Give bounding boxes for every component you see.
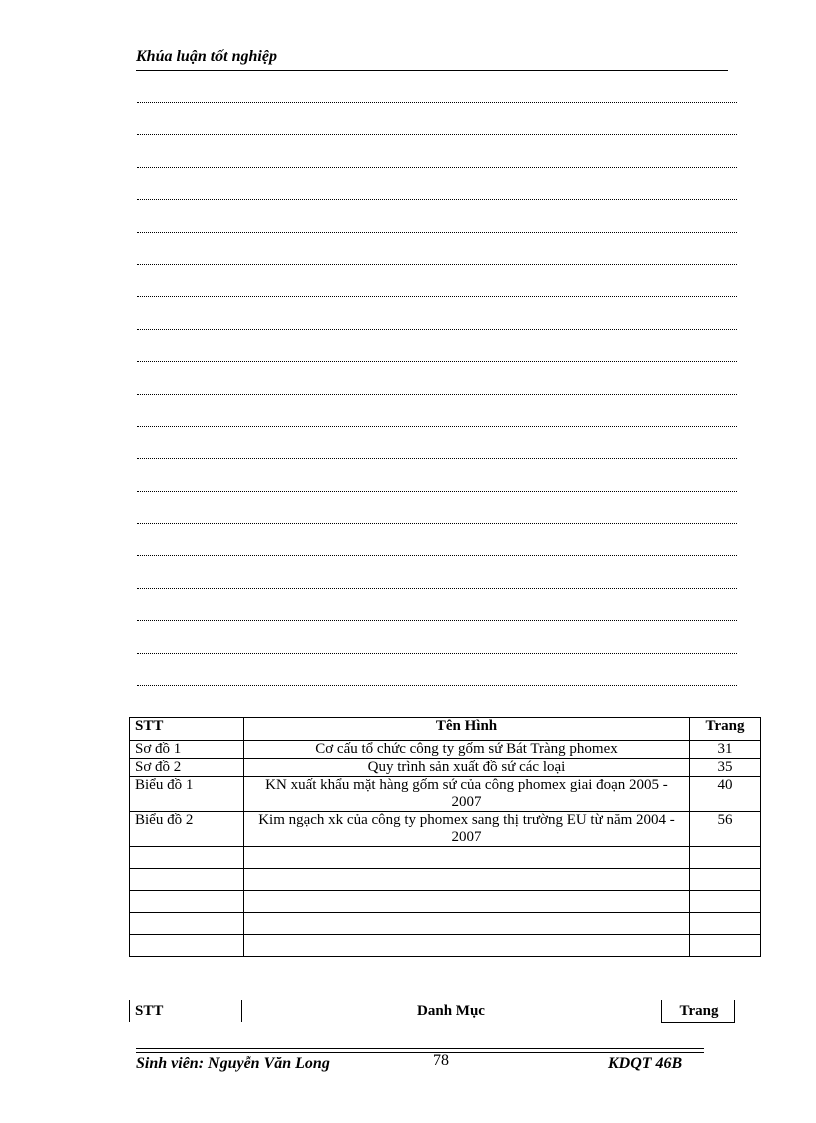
header-page: Trang [690,718,761,741]
dotted-line [137,653,737,654]
footer-rule [136,1048,704,1049]
row-name: KN xuất khẩu mặt hàng gốm sứ của công phomex giai đoạn 2005 - 2007 [244,777,690,812]
empty-table-row [130,891,761,913]
empty-table-row [130,913,761,935]
catalog-header-page: Trang [679,1003,719,1019]
catalog-header-name: Danh Mục [417,1003,485,1019]
page-header-title: Khúa luận tốt nghiệp [136,48,277,65]
dotted-line [137,523,737,524]
table-row [130,777,761,812]
row-page: 56 [690,812,761,847]
row-name: Quy trình sản xuất đồ sứ các loại [244,759,690,777]
empty-cell [244,869,690,891]
footer-page-number: 78 [433,1052,449,1069]
catalog-header-stt: STT [135,1003,164,1019]
dotted-line [137,199,737,200]
dotted-line [137,232,737,233]
empty-cell [244,891,690,913]
dotted-line [137,555,737,556]
footer-student: Sinh viên: Nguyễn Văn Long [136,1055,330,1072]
header-name: Tên Hình [244,718,690,741]
header-stt: STT [130,718,244,741]
row-name: Kim ngạch xk của công ty phomex sang thị trường EU từ năm 2004 - 2007 [244,812,690,847]
dotted-line [137,329,737,330]
empty-cell [130,891,244,913]
row-stt: Sơ đồ 1 [130,741,244,759]
empty-cell [690,869,761,891]
footer-class: KDQT 46B [608,1055,683,1072]
dotted-line [137,264,737,265]
dotted-line [137,426,737,427]
empty-cell [244,913,690,935]
empty-cell [690,935,761,957]
row-page: 35 [690,759,761,777]
row-stt: Sơ đồ 2 [130,759,244,777]
divider [129,1000,130,1022]
empty-cell [130,935,244,957]
dotted-line [137,361,737,362]
table-row [130,741,761,759]
empty-cell [130,913,244,935]
empty-cell [130,847,244,869]
dotted-line [137,167,737,168]
table-row [130,759,761,777]
row-stt: Biểu đồ 2 [130,812,244,847]
dotted-line [137,102,737,103]
dotted-line [137,491,737,492]
row-page: 31 [690,741,761,759]
empty-table-row [130,869,761,891]
row-page: 40 [690,777,761,812]
row-name: Cơ cấu tổ chức công ty gốm sứ Bát Tràng phomex [244,741,690,759]
empty-cell [690,891,761,913]
dotted-line [137,685,737,686]
dotted-line [137,296,737,297]
divider [734,1000,735,1022]
row-stt: Biểu đồ 1 [130,777,244,812]
divider [661,1022,735,1023]
empty-cell [690,847,761,869]
footer-rule [136,1052,704,1053]
dotted-line [137,458,737,459]
dotted-line [137,620,737,621]
empty-table-row [130,935,761,957]
header-rule [136,70,728,71]
empty-cell [244,847,690,869]
empty-cell [244,935,690,957]
table-row [130,812,761,847]
figures-table-header [130,718,761,741]
empty-cell [690,913,761,935]
empty-table-row [130,847,761,869]
dotted-line [137,394,737,395]
figures-table [129,717,761,957]
divider [661,1000,662,1022]
dotted-line [137,134,737,135]
catalog-table-header [129,1000,735,1022]
dotted-line [137,588,737,589]
empty-cell [130,869,244,891]
dotted-writing-lines [137,102,737,717]
